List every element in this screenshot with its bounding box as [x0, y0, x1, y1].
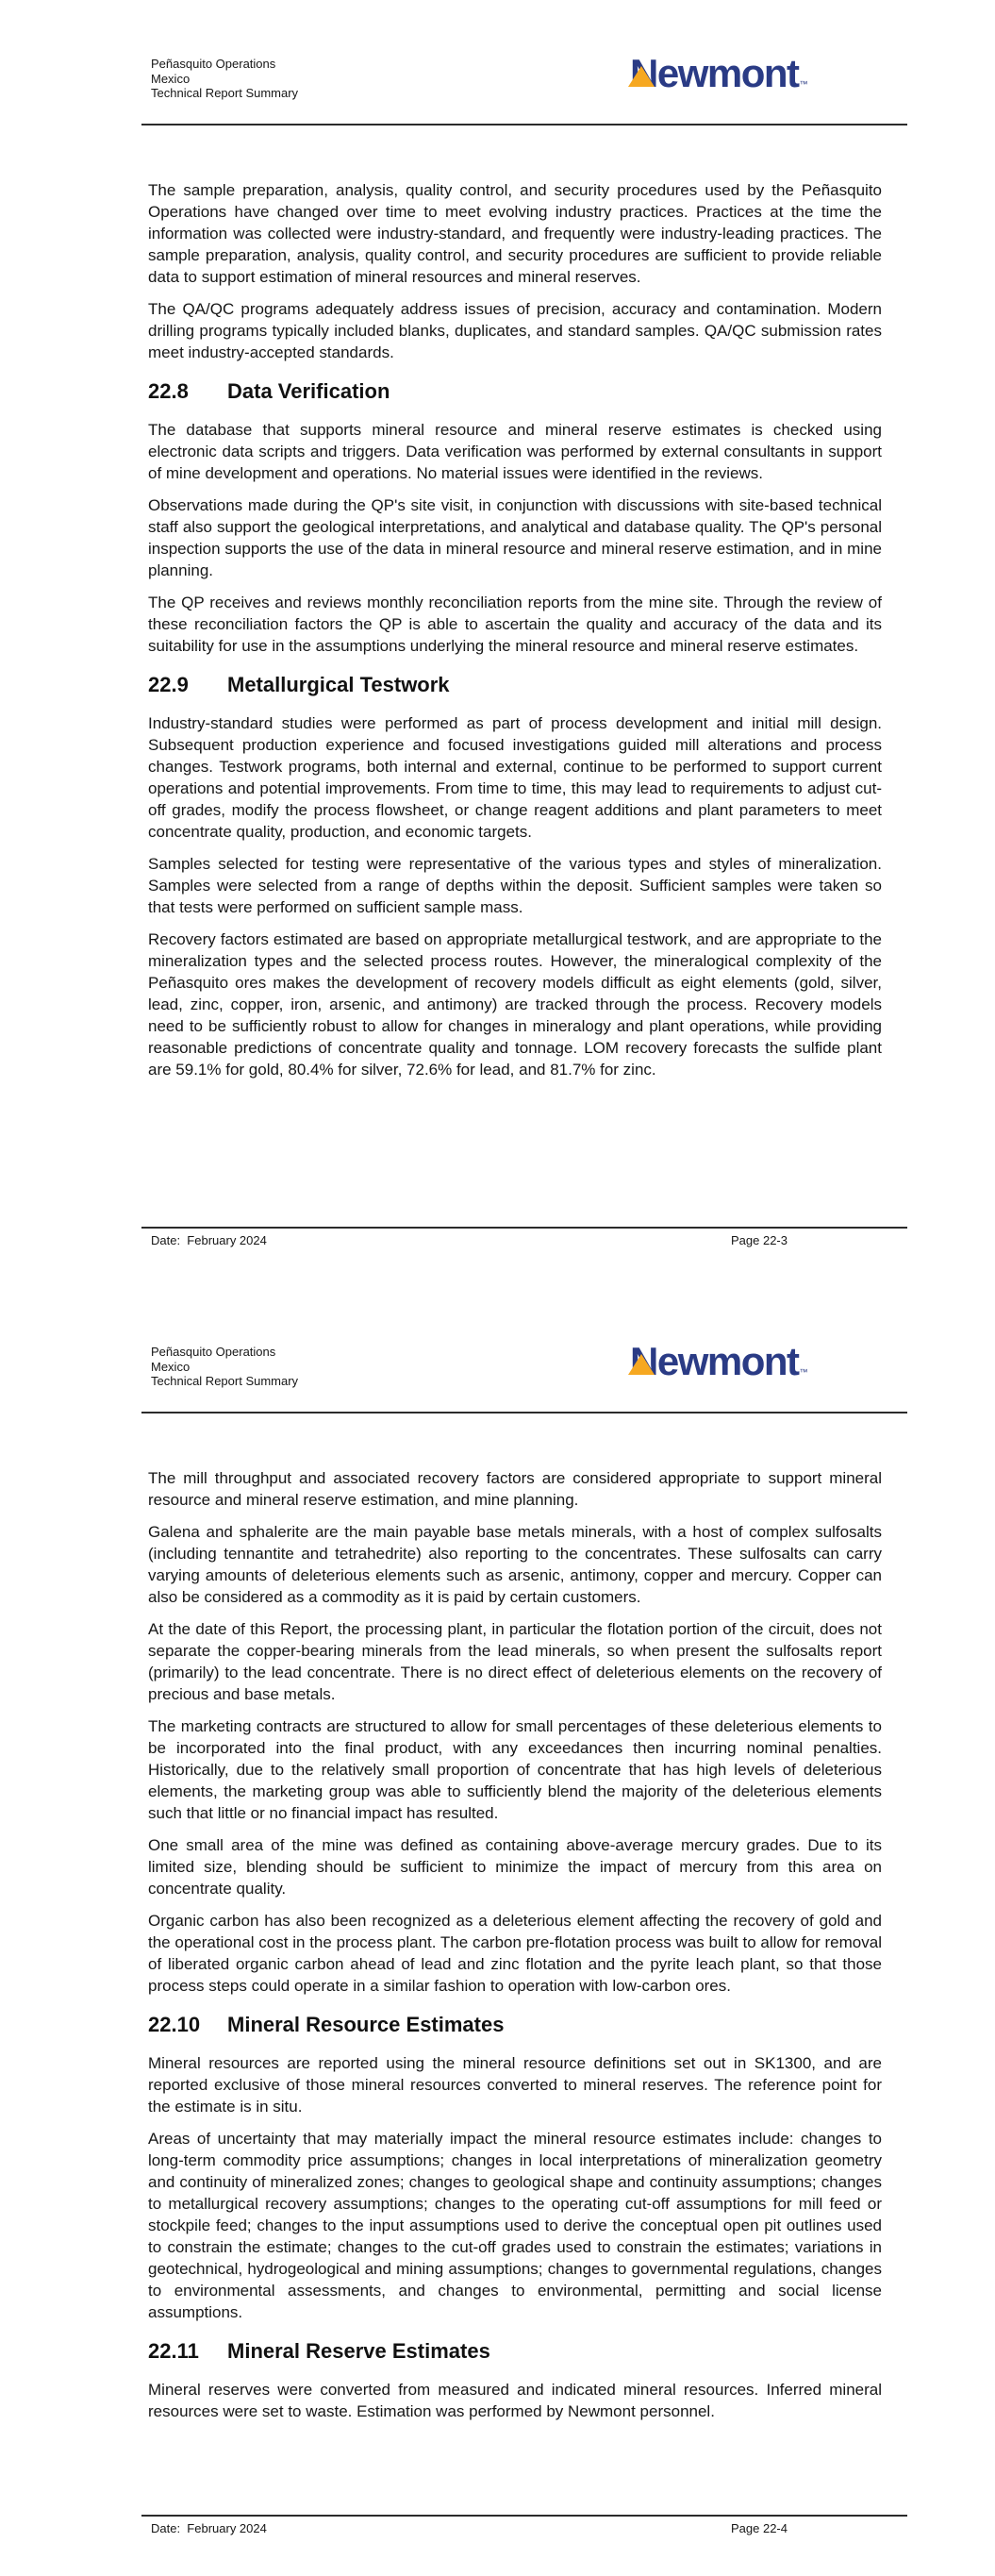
- header-divider: [141, 1412, 907, 1413]
- section-number: 22.10: [148, 2013, 201, 2036]
- header-line-country: Mexico: [151, 71, 191, 86]
- section-title: Metallurgical Testwork: [227, 673, 450, 696]
- header-divider: [141, 124, 907, 125]
- header-line-site: Peñasquito Operations: [151, 1345, 276, 1359]
- section-title: Data Verification: [227, 379, 390, 403]
- section-number: 22.11: [148, 2339, 199, 2363]
- paragraph: At the date of this Report, the processing plant, in particular the flotation portion of the circuit, does not separate the copper-bearing minerals from the lead minerals, so when present the sulfosalts report (primarily) to the lead concentrate. There is no direct effect of deleterious elements on the recovery of precious and base metals.: [148, 1620, 882, 1703]
- newmont-logo: [630, 1337, 808, 1383]
- paragraph: Organic carbon has also been recognized as a deleterious element affecting the recovery of gold and the operational cost in the process plant. The carbon pre-flotation process was built to allow for removal of liberated organic carbon ahead of lead and zinc flotation and the pyrite leach plant, so that those process steps could operate in a similar fashion to operation with low-carbon ores.: [148, 1912, 882, 1995]
- footer-date: Date: February 2024: [151, 1233, 267, 1247]
- header-line-doctype: Technical Report Summary: [151, 86, 299, 100]
- newmont-mountain-icon: [628, 66, 655, 87]
- report-header: [151, 1345, 298, 1389]
- footer-page-number: Page 22-4: [731, 2521, 788, 2535]
- paragraph: Mineral reserves were converted from measured and indicated mineral resources. Inferred mineral resources were set to waste. Estimation was performed by Newmont personnel.: [148, 2381, 882, 2420]
- paragraph: The QA/QC programs adequately address issues of precision, accuracy and contamination. Modern drilling programs typically included blanks, duplicates, and standard samples. QA/QC submission rates meet industry-accepted standards.: [148, 300, 882, 361]
- trademark-symbol: ™: [799, 1367, 808, 1377]
- paragraph: Recovery factors estimated are based on appropriate metallurgical testwork, and are appropriate to the mineralization types and the selected process routes. However, the mineralogical complexity of the Peñasquito ores makes the development of recovery models difficult as eight elements (gold, silver, lead, zinc, copper, iron, arsenic, and antimony) are tracked through the process. Recovery models need to be sufficiently robust to allow for changes in mineralogy and plant operations, while providing reasonable predictions of concentrate quality and tonnage. LOM recovery forecasts the sulfide plant are 59.1% for gold, 80.4% for silver, 72.6% for lead, and 81.7% for zinc.: [148, 930, 882, 1079]
- page-body: [148, 179, 882, 1091]
- paragraph: Areas of uncertainty that may materially impact the mineral resource estimates include: changes to long-term commodity price assumptions; changes in local interpretations of mineralization geometry and continuity of mineralized zones; changes to geological shape and continuity assumptions; changes to metallurgical recovery assumptions; changes to the operating cut-off assumptions for mill feed or stockpile feed; changes to the input assumptions used to derive the conceptual open pit outlines used to constrain the estimate; changes to the cut-off grades used to constrain the estimates; variations in geotechnical, hydrogeological and mining assumptions; changes to governmental regulations, changes to environmental assessments, and changes to environmental, permitting and social license assumptions.: [148, 2130, 882, 2321]
- section-title: Mineral Resource Estimates: [227, 2013, 505, 2036]
- header-line-doctype: Technical Report Summary: [151, 1374, 299, 1388]
- page-body: [148, 1467, 882, 2433]
- section-heading-22-10: [148, 2012, 882, 2038]
- paragraph: The marketing contracts are structured to allow for small percentages of these deleterious elements to be incorporated into the final product, with any exceedances then incurring nominal penalties. Historically, due to the relatively small proportion of concentrate that has high levels of deleterious elements, the marketing group was able to sufficiently blend the majority of the deleterious elements such that little or no financial impact has resulted.: [148, 1717, 882, 1822]
- footer-divider: [141, 1227, 907, 1229]
- section-number: 22.8: [148, 379, 189, 403]
- paragraph: Industry-standard studies were performed as part of process development and initial mill design. Subsequent production experience and focused investigations guided mill alterations and process changes. Testwork programs, both internal and external, continue to be performed to support current operations and potential improvements. From time to time, this may lead to requirements to adjust cut-off grades, modify the process flowsheet, or change reagent additions and plant parameters to meet concentrate quality, production, and economic targets.: [148, 714, 882, 841]
- paragraph: Mineral resources are reported using the mineral resource definitions set out in SK1300, and are reported exclusive of those mineral resources converted to mineral reserves. The reference point for the estimate is in situ.: [148, 2054, 882, 2116]
- section-heading-22-11: [148, 2338, 882, 2365]
- newmont-logo-text: Newmont: [630, 1339, 799, 1383]
- header-line-country: Mexico: [151, 1359, 191, 1374]
- paragraph: The QP receives and reviews monthly reconciliation reports from the mine site. Through the review of these reconciliation factors the QP is able to ascertain the quality and accuracy of the data and its suitability for use in the assumptions underlying the mineral resource and mineral reserve estimates.: [148, 594, 882, 655]
- newmont-mountain-icon: [628, 1354, 655, 1375]
- paragraph: One small area of the mine was defined as containing above-average mercury grades. Due to its limited size, blending should be sufficient to minimize the impact of mercury from this area on concentrate quality.: [148, 1836, 882, 1898]
- paragraph: Galena and sphalerite are the main payable base metals minerals, with a host of complex sulfosalts (including tennantite and tetrahedrite) also reporting to the concentrates. These sulfosalts can carry varying amounts of deleterious elements such as arsenic, antimony, copper and mercury. Copper can also be considered as a commodity as it is paid by certain customers.: [148, 1523, 882, 1606]
- paragraph: The mill throughput and associated recovery factors are considered appropriate to support mineral resource and mineral reserve estimation, and mine planning.: [148, 1469, 882, 1509]
- paragraph: Observations made during the QP's site visit, in conjunction with discussions with site-based technical staff also support the geological interpretations, and analytical and database quality. The QP's personal inspection supports the use of the data in mineral resource and mineral reserve estimation, and in mine planning.: [148, 496, 882, 579]
- footer-divider: [141, 2515, 907, 2517]
- newmont-logo-text: Newmont: [630, 51, 799, 95]
- section-heading-22-9: [148, 672, 882, 698]
- page-22-4: [0, 1288, 995, 2576]
- section-heading-22-8: [148, 378, 882, 405]
- footer-page-number: Page 22-3: [731, 1233, 788, 1247]
- footer-date: Date: February 2024: [151, 2521, 267, 2535]
- trademark-symbol: ™: [799, 79, 808, 89]
- paragraph: Samples selected for testing were representative of the various types and styles of mineralization. Samples were selected from a range of depths within the deposit. Sufficient samples were taken so that tests were performed on sufficient sample mass.: [148, 855, 882, 916]
- paragraph: The sample preparation, analysis, quality control, and security procedures used by the Peñasquito Operations have changed over time to meet evolving industry practices. Practices at the time the information was collected were industry-standard, and frequently were industry-leading practices. The sample preparation, analysis, quality control, and security procedures are sufficient to provide reliable data to support estimation of mineral resources and mineral reserves.: [148, 181, 882, 286]
- paragraph: The database that supports mineral resource and mineral reserve estimates is checked using electronic data scripts and triggers. Data verification was performed by external consultants in support of mine development and operations. No material issues were identified in the reviews.: [148, 421, 882, 482]
- section-title: Mineral Reserve Estimates: [227, 2339, 490, 2363]
- header-line-site: Peñasquito Operations: [151, 57, 276, 71]
- section-number: 22.9: [148, 673, 189, 696]
- report-header: [151, 57, 298, 101]
- newmont-logo: [630, 49, 808, 95]
